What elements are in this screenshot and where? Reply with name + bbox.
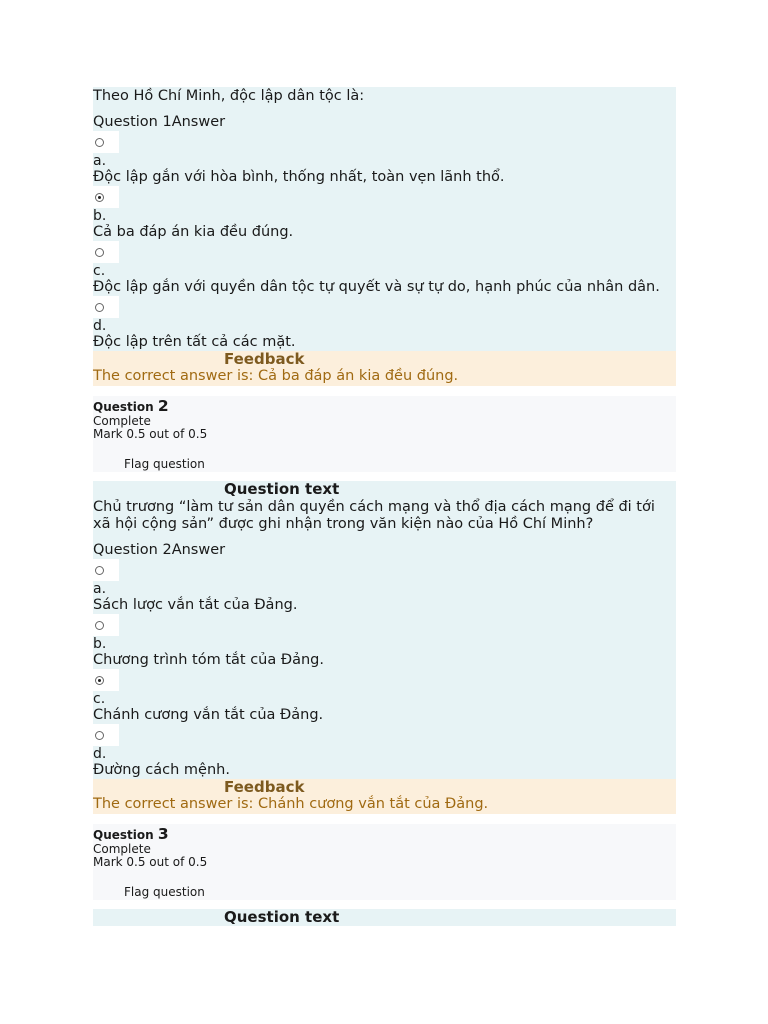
option-text: Độc lập gắn với quyền dân tộc tự quyết và sự tự do, hạnh phúc của nhân dân. bbox=[93, 279, 660, 295]
question-mark: Mark 0.5 out of 0.5 bbox=[93, 427, 208, 441]
option-letter: c. bbox=[93, 691, 106, 707]
option-letter: b. bbox=[93, 636, 107, 652]
question-2-text: Chủ trương “làm tư sản dân quyền cách mạng và thổ địa cách mạng để đi tới xã hội cộng sản” được ghi nhận trong văn kiện nào của Hồ Chí Minh? bbox=[93, 499, 655, 532]
radio-box[interactable] bbox=[93, 296, 119, 318]
question-1-option-c bbox=[93, 241, 676, 296]
option-text: Chương trình tóm tắt của Đảng. bbox=[93, 652, 324, 668]
flag-question-link[interactable]: Flag question bbox=[124, 885, 205, 899]
flag-question-link[interactable]: Flag question bbox=[124, 457, 205, 471]
question-mark: Mark 0.5 out of 0.5 bbox=[93, 855, 208, 869]
option-text: Sách lược vắn tắt của Đảng. bbox=[93, 597, 298, 613]
radio-box[interactable] bbox=[93, 186, 119, 208]
radio-button-b[interactable] bbox=[95, 621, 104, 630]
option-text: Đường cách mệnh. bbox=[93, 762, 230, 778]
question-1-content bbox=[93, 87, 676, 351]
question-2-info bbox=[93, 396, 676, 472]
option-letter: d. bbox=[93, 318, 107, 334]
question-number: Question 2 bbox=[93, 397, 169, 415]
question-number: Question 3 bbox=[93, 825, 169, 843]
question-2-option-d bbox=[93, 724, 676, 779]
option-text: Chánh cương vắn tắt của Đảng. bbox=[93, 707, 324, 723]
radio-box[interactable] bbox=[93, 669, 119, 691]
question-1-option-a bbox=[93, 131, 676, 186]
radio-button-a[interactable] bbox=[95, 566, 104, 575]
option-text: Độc lập trên tất cả các mặt. bbox=[93, 334, 296, 350]
radio-button-d[interactable] bbox=[95, 731, 104, 740]
option-letter: c. bbox=[93, 263, 106, 279]
radio-box[interactable] bbox=[93, 131, 119, 153]
question-status: Complete bbox=[93, 842, 151, 856]
question-1-option-b bbox=[93, 186, 676, 241]
option-letter: a. bbox=[93, 581, 107, 597]
question-status: Complete bbox=[93, 414, 151, 428]
option-text: Cả ba đáp án kia đều đúng. bbox=[93, 224, 294, 240]
question-1-option-d bbox=[93, 296, 676, 351]
question-2-answer-label: Question 2Answer bbox=[93, 542, 226, 558]
radio-button-b[interactable] bbox=[95, 193, 104, 202]
question-2-content bbox=[93, 498, 676, 779]
radio-button-c[interactable] bbox=[95, 676, 104, 685]
radio-box[interactable] bbox=[93, 241, 119, 263]
radio-box[interactable] bbox=[93, 614, 119, 636]
radio-button-c[interactable] bbox=[95, 248, 104, 257]
option-letter: d. bbox=[93, 746, 107, 762]
radio-button-d[interactable] bbox=[95, 303, 104, 312]
feedback-text: The correct answer is: Cả ba đáp án kia đều đúng. bbox=[93, 368, 459, 384]
option-letter: b. bbox=[93, 208, 107, 224]
quiz-review bbox=[93, 87, 676, 926]
question-2-text-title: Question text bbox=[93, 481, 676, 498]
radio-box[interactable] bbox=[93, 724, 119, 746]
question-1-answer-label: Question 1Answer bbox=[93, 114, 226, 130]
question-3-info bbox=[93, 824, 676, 900]
question-1-text: Theo Hồ Chí Minh, độc lập dân tộc là: bbox=[93, 88, 365, 104]
question-2-feedback bbox=[93, 779, 676, 814]
feedback-title: Feedback bbox=[224, 350, 305, 368]
feedback-text: The correct answer is: Chánh cương vắn tắt của Đảng. bbox=[93, 796, 489, 812]
question-2-option-c bbox=[93, 669, 676, 724]
question-1-feedback bbox=[93, 351, 676, 386]
feedback-title: Feedback bbox=[224, 778, 305, 796]
question-3-text-title: Question text bbox=[93, 909, 676, 926]
radio-button-a[interactable] bbox=[95, 138, 104, 147]
option-letter: a. bbox=[93, 153, 107, 169]
question-2-option-b bbox=[93, 614, 676, 669]
question-2-option-a bbox=[93, 559, 676, 614]
radio-box[interactable] bbox=[93, 559, 119, 581]
option-text: Độc lập gắn với hòa bình, thống nhất, toàn vẹn lãnh thổ. bbox=[93, 169, 505, 185]
